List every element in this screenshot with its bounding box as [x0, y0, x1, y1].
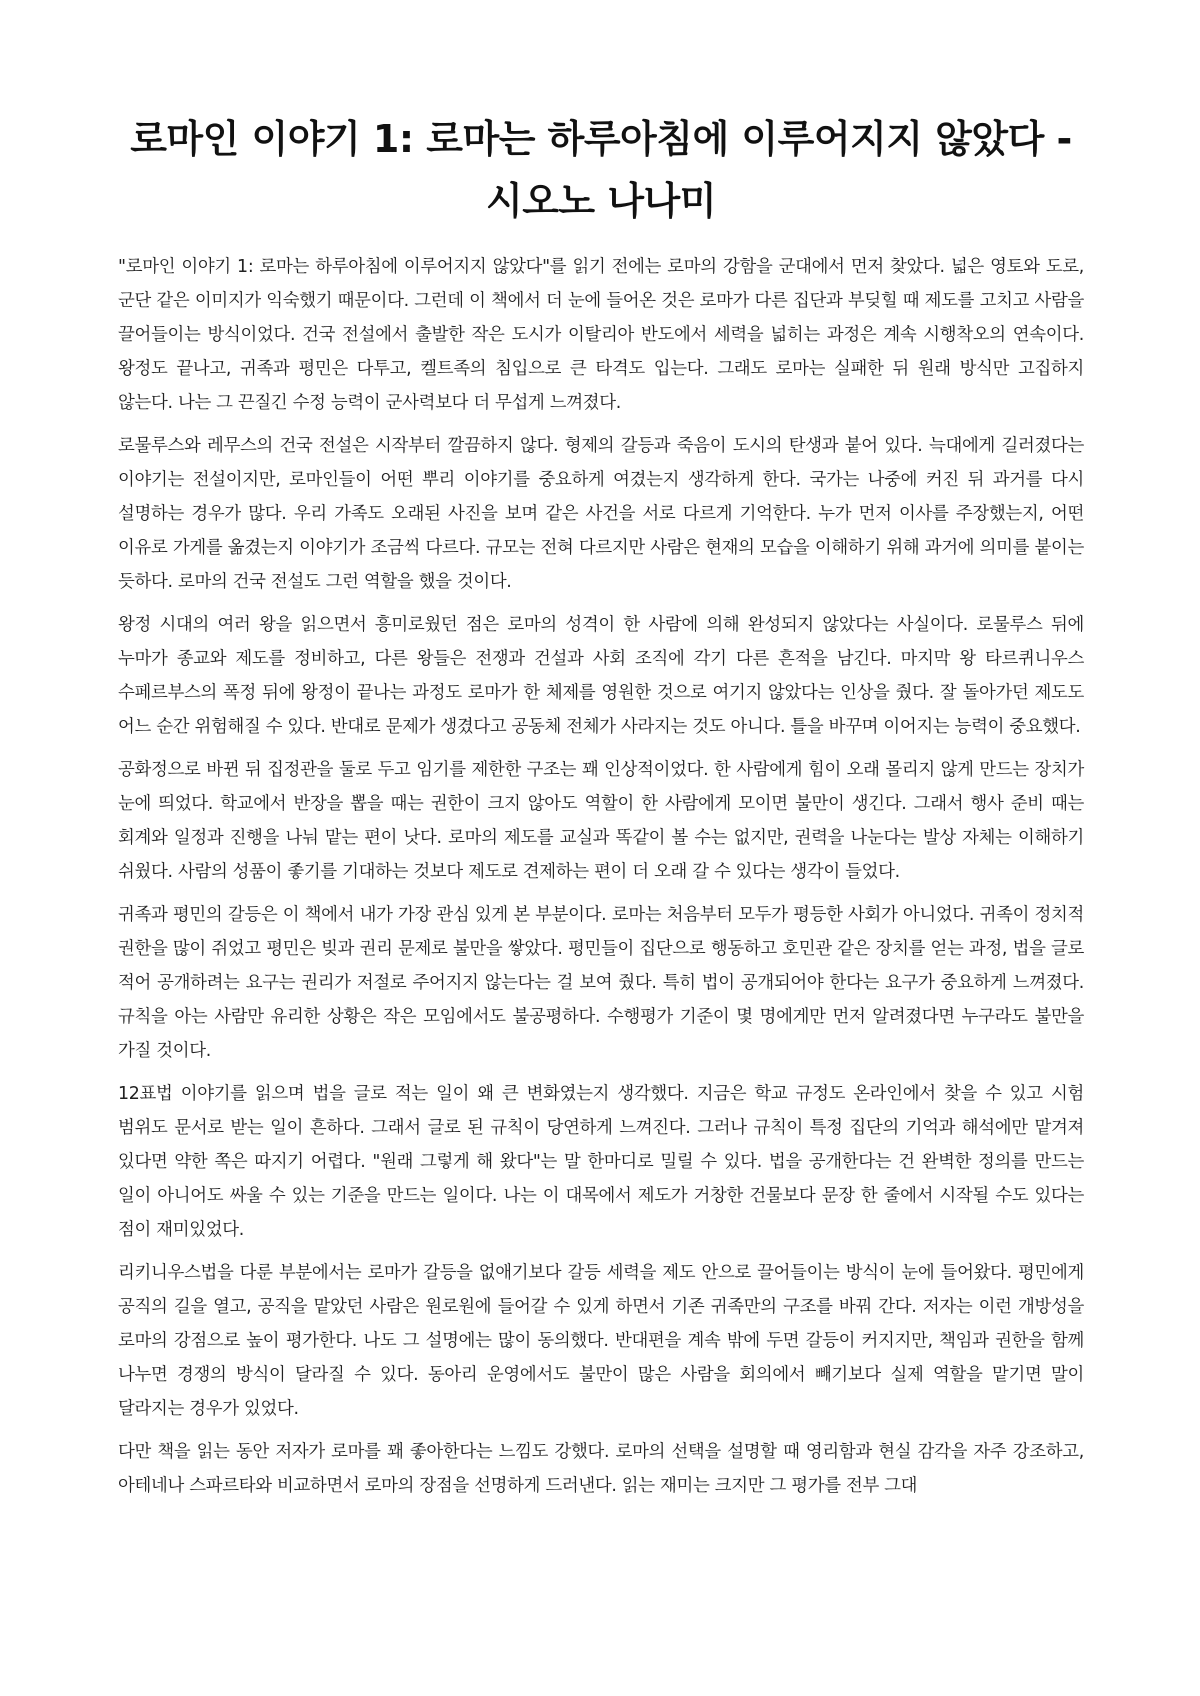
body-paragraph: "로마인 이야기 1: 로마는 하루아침에 이루어지지 않았다"를 읽기 전에는 로마의 강함을 군대에서 먼저 찾았다. 넓은 영토와 도로, 군단 같은 이미지가 익숙했기 때문이다. 그런데 이 책에서 더 눈에 들어온 것은 로마가 다른 집단과 부딪힐 때 제도를 고치고 사람을 끌어들이는 방식이었다. 건국 전설에서 출발한 작은 도시가 이탈리아 반도에서 세력을 넓히는 과정은 계속 시행착오의 연속이다. 왕정도 끝나고, 귀족과 평민은 다투고, 켈트족의 침입으로 큰 타격도 입는다. 그래도 로마는 실패한 뒤 원래 방식만 고집하지 않는다. 나는 그 끈질긴 수정 능력이 군사력보다 더 무섭게 느껴졌다.: [118, 257, 1084, 413]
document-title: 로마인 이야기 1: 로마는 하루아침에 이루어지지 않았다 - 시오노 나나미: [130, 117, 1072, 223]
body-paragraph: 공화정으로 바뀐 뒤 집정관을 둘로 두고 임기를 제한한 구조는 꽤 인상적이었다. 한 사람에게 힘이 오래 몰리지 않게 만드는 장치가 눈에 띄었다. 학교에서 반장을 뽑을 때는 권한이 크지 않아도 역할이 한 사람에게 모이면 불만이 생긴다. 그래서 행사 준비 때는 회계와 일정과 진행을 나눠 맡는 편이 낫다. 로마의 제도를 교실과 똑같이 볼 수는 없지만, 권력을 나눈다는 발상 자체는 이해하기 쉬웠다. 사람의 성품이 좋기를 기대하는 것보다 제도로 견제하는 편이 더 오래 갈 수 있다는 생각이 들었다.: [118, 760, 1084, 882]
document-page: [118, 108, 1084, 1512]
body-paragraph: 로물루스와 레무스의 건국 전설은 시작부터 깔끔하지 않다. 형제의 갈등과 죽음이 도시의 탄생과 붙어 있다. 늑대에게 길러졌다는 이야기는 전설이지만, 로마인들이 어떤 뿌리 이야기를 중요하게 여겼는지 생각하게 한다. 국가는 나중에 커진 뒤 과거를 다시 설명하는 경우가 많다. 우리 가족도 오래된 사진을 보며 같은 사건을 서로 다르게 기억한다. 누가 먼저 이사를 주장했는지, 어떤 이유로 가게를 옮겼는지 이야기가 조금씩 다르다. 규모는 전혀 다르지만 사람은 현재의 모습을 이해하기 위해 과거에 의미를 붙이는 듯하다. 로마의 건국 전설도 그런 역할을 했을 것이다.: [118, 436, 1084, 592]
document-body: [118, 250, 1084, 1503]
body-paragraph: 12표법 이야기를 읽으며 법을 글로 적는 일이 왜 큰 변화였는지 생각했다. 지금은 학교 규정도 온라인에서 찾을 수 있고 시험 범위도 문서로 받는 일이 흔하다. 그래서 글로 된 규칙이 당연하게 느껴진다. 그러나 규칙이 특정 집단의 기억과 해석에만 맡겨져 있다면 약한 쪽은 따지기 어렵다. "원래 그렇게 해 왔다"는 말 한마디로 밀릴 수 있다. 법을 공개한다는 건 완벽한 정의를 만드는 일이 아니어도 싸울 수 있는 기준을 만드는 일이다. 나는 이 대목에서 제도가 거창한 건물보다 문장 한 줄에서 시작될 수도 있다는 점이 재미있었다.: [118, 1084, 1084, 1240]
body-paragraph: 왕정 시대의 여러 왕을 읽으면서 흥미로웠던 점은 로마의 성격이 한 사람에 의해 완성되지 않았다는 사실이다. 로물루스 뒤에 누마가 종교와 제도를 정비하고, 다른 왕들은 전쟁과 건설과 사회 조직에 각기 다른 흔적을 남긴다. 마지막 왕 타르퀴니우스 수페르부스의 폭정 뒤에 왕정이 끝나는 과정도 로마가 한 체제를 영원한 것으로 여기지 않았다는 인상을 줬다. 잘 돌아가던 제도도 어느 순간 위험해질 수 있다. 반대로 문제가 생겼다고 공동체 전체가 사라지는 것도 아니다. 틀을 바꾸며 이어지는 능력이 중요했다.: [118, 615, 1084, 737]
body-paragraph: 리키니우스법을 다룬 부분에서는 로마가 갈등을 없애기보다 갈등 세력을 제도 안으로 끌어들이는 방식이 눈에 들어왔다. 평민에게 공직의 길을 열고, 공직을 맡았던 사람은 원로원에 들어갈 수 있게 하면서 기존 귀족만의 구조를 바꿔 간다. 저자는 이런 개방성을 로마의 강점으로 높이 평가한다. 나도 그 설명에는 많이 동의했다. 반대편을 계속 밖에 두면 갈등이 커지지만, 책임과 권한을 함께 나누면 경쟁의 방식이 달라질 수 있다. 동아리 운영에서도 불만이 많은 사람을 회의에서 빼기보다 실제 역할을 맡기면 말이 달라지는 경우가 있었다.: [118, 1263, 1084, 1419]
body-paragraph: 귀족과 평민의 갈등은 이 책에서 내가 가장 관심 있게 본 부분이다. 로마는 처음부터 모두가 평등한 사회가 아니었다. 귀족이 정치적 권한을 많이 쥐었고 평민은 빚과 권리 문제로 불만을 쌓았다. 평민들이 집단으로 행동하고 호민관 같은 장치를 얻는 과정, 법을 글로 적어 공개하려는 요구는 권리가 저절로 주어지지 않는다는 걸 보여 줬다. 특히 법이 공개되어야 한다는 요구가 중요하게 느껴졌다. 규칙을 아는 사람만 유리한 상황은 작은 모임에서도 불공평하다. 수행평가 기준이 몇 명에게만 먼저 알려졌다면 누구라도 불만을 가질 것이다.: [118, 905, 1084, 1061]
body-paragraph: 다만 책을 읽는 동안 저자가 로마를 꽤 좋아한다는 느낌도 강했다. 로마의 선택을 설명할 때 영리함과 현실 감각을 자주 강조하고, 아테네나 스파르타와 비교하면서 로마의 장점을 선명하게 드러낸다. 읽는 재미는 크지만 그 평가를 전부 그대: [118, 1442, 1084, 1496]
